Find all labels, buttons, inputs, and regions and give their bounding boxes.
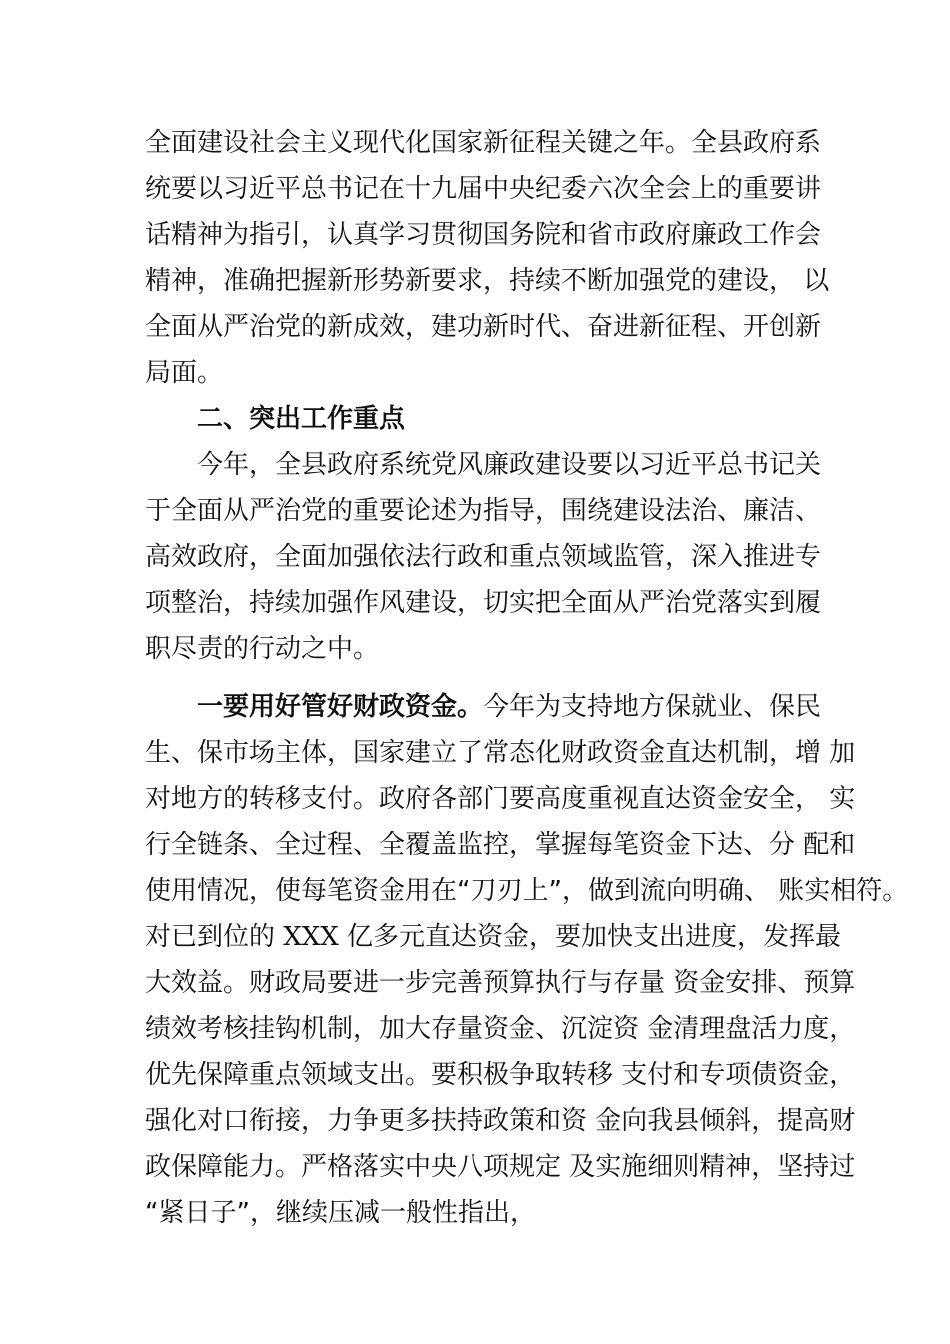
body-text: 亿多元直达资金，要加快支出进度，发挥最 <box>338 922 842 952</box>
body-line: 高效政府，全面加强依法行政和重点领域监管，深入推进专 <box>145 542 822 572</box>
body-line: 精神，准确把握新形势新要求，持续不断加强党的建设， 以 <box>145 266 830 296</box>
body-line: 职尽责的行动之中。 <box>145 634 380 664</box>
body-text: 今年为支持地方保就业、保民 <box>483 692 822 722</box>
section-heading: 二、突出工作重点 <box>197 404 406 434</box>
body-line: 生、保市场主体，国家建立了常态化财政资金直达机制，增 加 <box>145 738 856 768</box>
body-line: 政保障能力。严格落实中央八项规定 及实施细则精神，坚持过 <box>145 1152 856 1182</box>
body-line: 优先保障重点领域支出。要积极争取转移 支付和专项债资金， <box>145 1060 856 1090</box>
body-line <box>145 914 845 960</box>
body-line <box>145 684 845 730</box>
body-line: 行全链条、全过程、全覆盖监控，掌握每笔资金下达、分 配和 <box>145 830 856 860</box>
body-line: 全面建设社会主义现代化国家新征程关键之年。全县政府系 <box>145 128 822 158</box>
body-line: 局面。 <box>145 358 224 388</box>
body-text: 对已到位的 <box>145 922 284 952</box>
body-line: 大效益。财政局要进一步完善预算执行与存量 资金安排、预算 <box>145 968 856 998</box>
body-line: 今年，全县政府系统党风廉政建设要以习近平总书记关 <box>197 450 822 480</box>
body-line: 全面从严治党的新成效，建功新时代、奋进新征程、开创新 <box>145 312 822 342</box>
body-line: 强化对口衔接，力争更多扶持政策和资 金向我县倾斜，提高财 <box>145 1106 856 1136</box>
body-line: 于全面从严治党的重要论述为指导，围绕建设法治、廉洁、 <box>145 496 822 526</box>
body-line: 绩效考核挂钩机制，加大存量资金、沉淀资 金清理盘活力度， <box>145 1014 856 1044</box>
body-line: 项整治，持续加强作风建设，切实把全面从严治党落实到履 <box>145 588 822 618</box>
body-line: “紧日子”，继续压减一般性指出， <box>145 1198 536 1228</box>
document-body <box>145 120 909 1236</box>
body-line: 使用情况，使每笔资金用在“刀刃上”，做到流向明确、 账实相符。 <box>145 876 909 906</box>
body-line: 对地方的转移支付。政府各部门要高度重视直达资金安全， 实 <box>145 784 856 814</box>
paragraph-gap <box>145 672 845 684</box>
body-line: 统要以习近平总书记在十九届中央纪委六次全会上的重要讲 <box>145 174 822 204</box>
subsection-lead: 一要用好管好财政资金。 <box>197 692 484 722</box>
body-line: 话精神为指引，认真学习贯彻国务院和省市政府廉政工作会 <box>145 220 822 250</box>
amount-placeholder: XXX <box>283 922 339 952</box>
